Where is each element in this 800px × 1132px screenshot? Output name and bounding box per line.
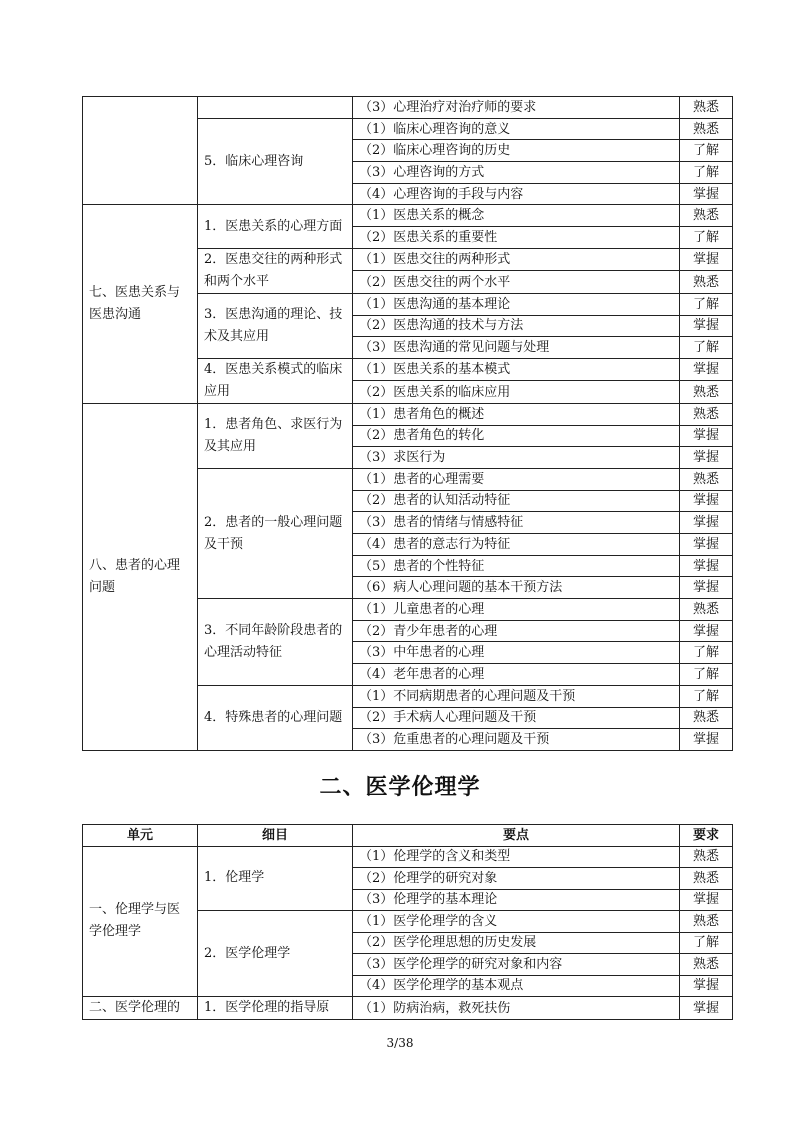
point-cell: （2）患者角色的转化 <box>353 425 680 447</box>
point-cell: （3）心理咨询的方式 <box>353 162 680 184</box>
point-cell: （4）老年患者的心理 <box>353 664 680 686</box>
requirement-cell: 掌握 <box>680 975 733 997</box>
point-cell: （2）伦理学的研究对象 <box>353 868 680 890</box>
requirement-cell: 了解 <box>680 140 733 162</box>
header-item: 细目 <box>198 825 353 847</box>
header-unit: 单元 <box>83 825 198 847</box>
point-cell: （2）临床心理咨询的历史 <box>353 140 680 162</box>
requirement-cell: 掌握 <box>680 534 733 556</box>
item-cell: 4．特殊患者的心理问题 <box>198 685 353 750</box>
point-cell: （5）患者的个性特征 <box>353 555 680 577</box>
point-cell: （3）患者的情绪与情感特征 <box>353 512 680 534</box>
requirement-cell: 了解 <box>680 685 733 707</box>
requirement-cell: 掌握 <box>680 248 733 271</box>
requirement-cell: 掌握 <box>680 358 733 381</box>
point-cell: （1）医患关系的基本模式 <box>353 358 680 381</box>
point-cell: （2）手术病人心理问题及干预 <box>353 707 680 729</box>
requirement-cell: 了解 <box>680 642 733 664</box>
requirement-cell: 熟悉 <box>680 468 733 490</box>
item-cell: 1．医患关系的心理方面 <box>198 205 353 248</box>
requirement-cell: 了解 <box>680 293 733 315</box>
requirement-cell: 了解 <box>680 227 733 249</box>
point-cell: （2）医学伦理思想的历史发展 <box>353 932 680 954</box>
requirement-cell: 了解 <box>680 664 733 686</box>
point-cell: （6）病人心理问题的基本干预方法 <box>353 577 680 599</box>
item-cell: 5．临床心理咨询 <box>198 118 353 205</box>
table-row <box>83 403 733 425</box>
table-row <box>83 97 733 119</box>
header-point: 要点 <box>353 825 680 847</box>
requirement-cell: 掌握 <box>680 729 733 751</box>
point-cell: （1）防病治病，救死扶伤 <box>353 997 680 1020</box>
table-row <box>83 205 733 227</box>
requirement-cell: 掌握 <box>680 490 733 512</box>
requirement-cell: 掌握 <box>680 620 733 642</box>
requirement-cell: 熟悉 <box>680 403 733 425</box>
point-cell: （1）患者角色的概述 <box>353 403 680 425</box>
point-cell: （2）医患沟通的技术与方法 <box>353 315 680 337</box>
unit-cell <box>83 97 198 205</box>
requirement-cell: 熟悉 <box>680 381 733 404</box>
point-cell: （1）医患关系的概念 <box>353 205 680 227</box>
item-cell <box>198 97 353 119</box>
requirement-cell: 熟悉 <box>680 205 733 227</box>
point-cell: （1）患者的心理需要 <box>353 468 680 490</box>
item-cell: 2．患者的一般心理问题及干预 <box>198 468 353 598</box>
item-cell: 2．医学伦理学 <box>198 911 353 997</box>
page-number: 3/38 <box>386 1036 414 1050</box>
item-cell: 3．不同年龄阶段患者的心理活动特征 <box>198 599 353 686</box>
requirement-cell: 掌握 <box>680 577 733 599</box>
point-cell: （1）儿童患者的心理 <box>353 599 680 621</box>
point-cell: （2）医患关系的临床应用 <box>353 381 680 404</box>
point-cell: （3）医患沟通的常见问题与处理 <box>353 337 680 359</box>
requirement-cell: 掌握 <box>680 447 733 469</box>
point-cell: （1）医患沟通的基本理论 <box>353 293 680 315</box>
requirement-cell: 熟悉 <box>680 118 733 140</box>
point-cell: （4）心理咨询的手段与内容 <box>353 183 680 205</box>
unit-cell: 一、伦理学与医学伦理学 <box>83 846 198 997</box>
item-cell: 1．患者角色、求医行为及其应用 <box>198 403 353 468</box>
point-cell: （3）求医行为 <box>353 447 680 469</box>
table-row <box>83 997 733 1020</box>
item-cell: 4．医患关系模式的临床应用 <box>198 358 353 403</box>
requirement-cell: 了解 <box>680 337 733 359</box>
header-requirement: 要求 <box>680 825 733 847</box>
unit-cell: 八、患者的心理问题 <box>83 403 198 750</box>
requirement-cell: 熟悉 <box>680 846 733 868</box>
point-cell: （1）医患交往的两种形式 <box>353 248 680 271</box>
requirement-cell: 熟悉 <box>680 707 733 729</box>
requirement-cell: 熟悉 <box>680 271 733 294</box>
requirement-cell: 了解 <box>680 932 733 954</box>
syllabus-table-continued <box>82 96 733 751</box>
item-cell: 2．医患交往的两种形式和两个水平 <box>198 248 353 293</box>
point-cell: （2）医患关系的重要性 <box>353 227 680 249</box>
point-cell: （1）医学伦理学的含义 <box>353 911 680 933</box>
point-cell: （3）中年患者的心理 <box>353 642 680 664</box>
requirement-cell: 熟悉 <box>680 97 733 119</box>
point-cell: （4）患者的意志行为特征 <box>353 534 680 556</box>
item-cell: 3．医患沟通的理论、技术及其应用 <box>198 293 353 358</box>
point-cell: （3）危重患者的心理问题及干预 <box>353 729 680 751</box>
point-cell: （4）医学伦理学的基本观点 <box>353 975 680 997</box>
requirement-cell: 熟悉 <box>680 868 733 890</box>
requirement-cell: 熟悉 <box>680 599 733 621</box>
point-cell: （1）伦理学的含义和类型 <box>353 846 680 868</box>
unit-cell: 二、医学伦理的 <box>83 997 198 1020</box>
point-cell: （2）青少年患者的心理 <box>353 620 680 642</box>
item-cell: 1．医学伦理的指导原 <box>198 997 353 1020</box>
requirement-cell: 掌握 <box>680 997 733 1020</box>
requirement-cell: 掌握 <box>680 183 733 205</box>
point-cell: （2）患者的认知活动特征 <box>353 490 680 512</box>
medical-ethics-syllabus-table <box>82 824 733 1020</box>
point-cell: （3）医学伦理学的研究对象和内容 <box>353 954 680 976</box>
table-header-row <box>83 825 733 847</box>
requirement-cell: 掌握 <box>680 555 733 577</box>
requirement-cell: 熟悉 <box>680 911 733 933</box>
requirement-cell: 了解 <box>680 162 733 184</box>
unit-cell: 七、医患关系与医患沟通 <box>83 205 198 403</box>
requirement-cell: 掌握 <box>680 512 733 534</box>
point-cell: （1）临床心理咨询的意义 <box>353 118 680 140</box>
point-cell: （3）心理治疗对治疗师的要求 <box>353 97 680 119</box>
point-cell: （2）医患交往的两个水平 <box>353 271 680 294</box>
requirement-cell: 掌握 <box>680 889 733 911</box>
requirement-cell: 掌握 <box>680 425 733 447</box>
requirement-cell: 掌握 <box>680 315 733 337</box>
section-title: 二、医学伦理学 <box>319 775 481 800</box>
table-row <box>83 846 733 868</box>
point-cell: （1）不同病期患者的心理问题及干预 <box>353 685 680 707</box>
point-cell: （3）伦理学的基本理论 <box>353 889 680 911</box>
item-cell: 1．伦理学 <box>198 846 353 911</box>
requirement-cell: 熟悉 <box>680 954 733 976</box>
